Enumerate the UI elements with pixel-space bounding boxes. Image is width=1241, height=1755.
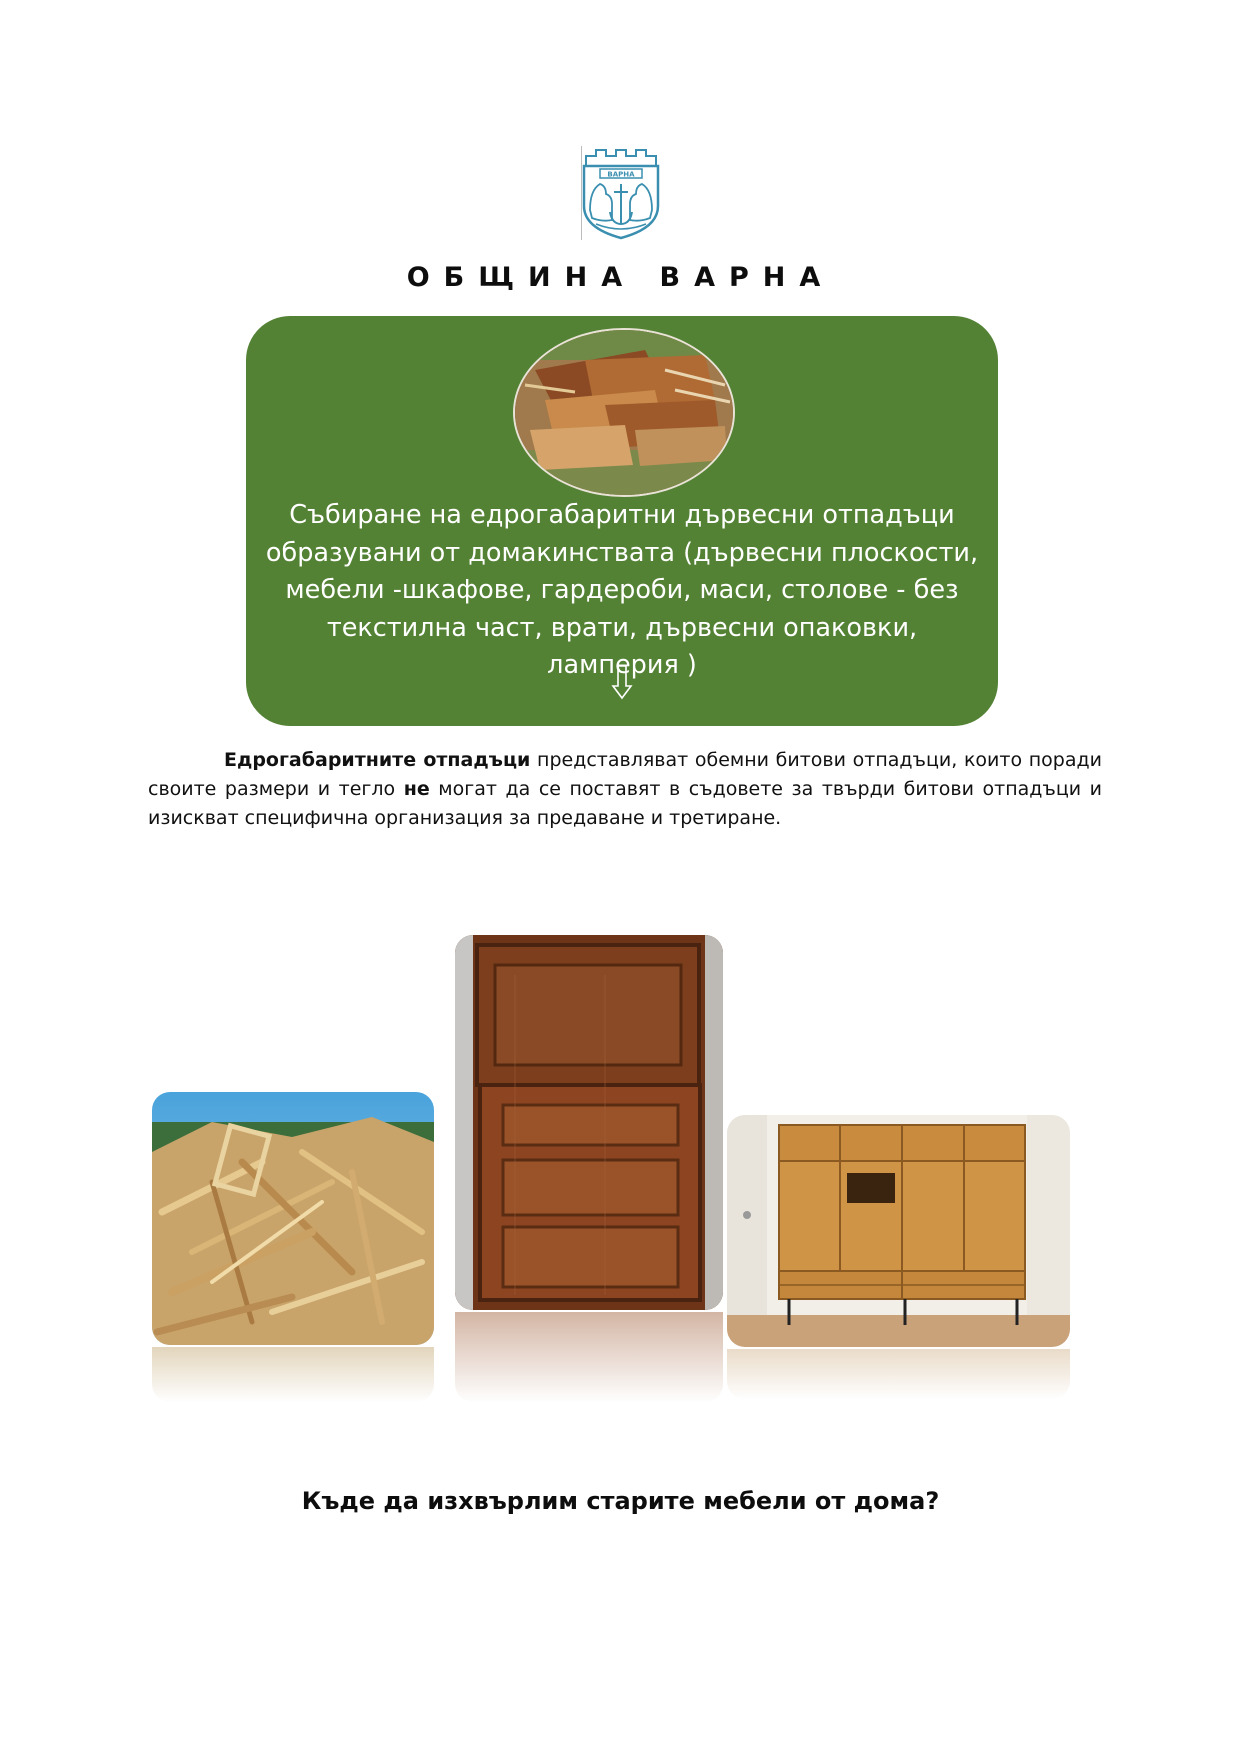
- varna-crest-logo: [576, 144, 666, 240]
- wardrobe-reflection: [727, 1349, 1070, 1399]
- body-text-1: представляват обемни битови отпадъци, които поради своите размери и тегло: [148, 749, 1102, 800]
- svg-text:ВАРНА: ВАРНА: [607, 170, 635, 179]
- body-term: Едрогабаритните отпадъци: [224, 749, 531, 771]
- wooden-boards-photo: [513, 328, 735, 497]
- down-arrow-icon: [611, 664, 633, 700]
- old-door-photo: [455, 935, 723, 1310]
- wood-scrap-reflection: [152, 1347, 434, 1402]
- wardrobe-photo: [727, 1115, 1070, 1347]
- body-paragraph: [148, 746, 1102, 833]
- footer-question: Къде да изхвърлим старите мебели от дома?: [301, 1487, 940, 1515]
- org-title: ОБЩИНА ВАРНА: [406, 262, 835, 293]
- wood-scrap-photo: [152, 1092, 434, 1345]
- panel-description: Събиране на едрогабаритни дървесни отпадъци образувани от домакинствата (дървесни плоскости, мебели -шкафове, гардероби, маси, столове - без текстилна част, врати, дървесни опаковки, ламперия ): [265, 500, 979, 680]
- body-emphasis: не: [403, 778, 430, 800]
- old-door-reflection: [455, 1312, 723, 1402]
- body-text-2: могат да се поставят в съдовете за твърди битови отпадъци и изискват специфична организация за предаване и третиране.: [148, 778, 1102, 829]
